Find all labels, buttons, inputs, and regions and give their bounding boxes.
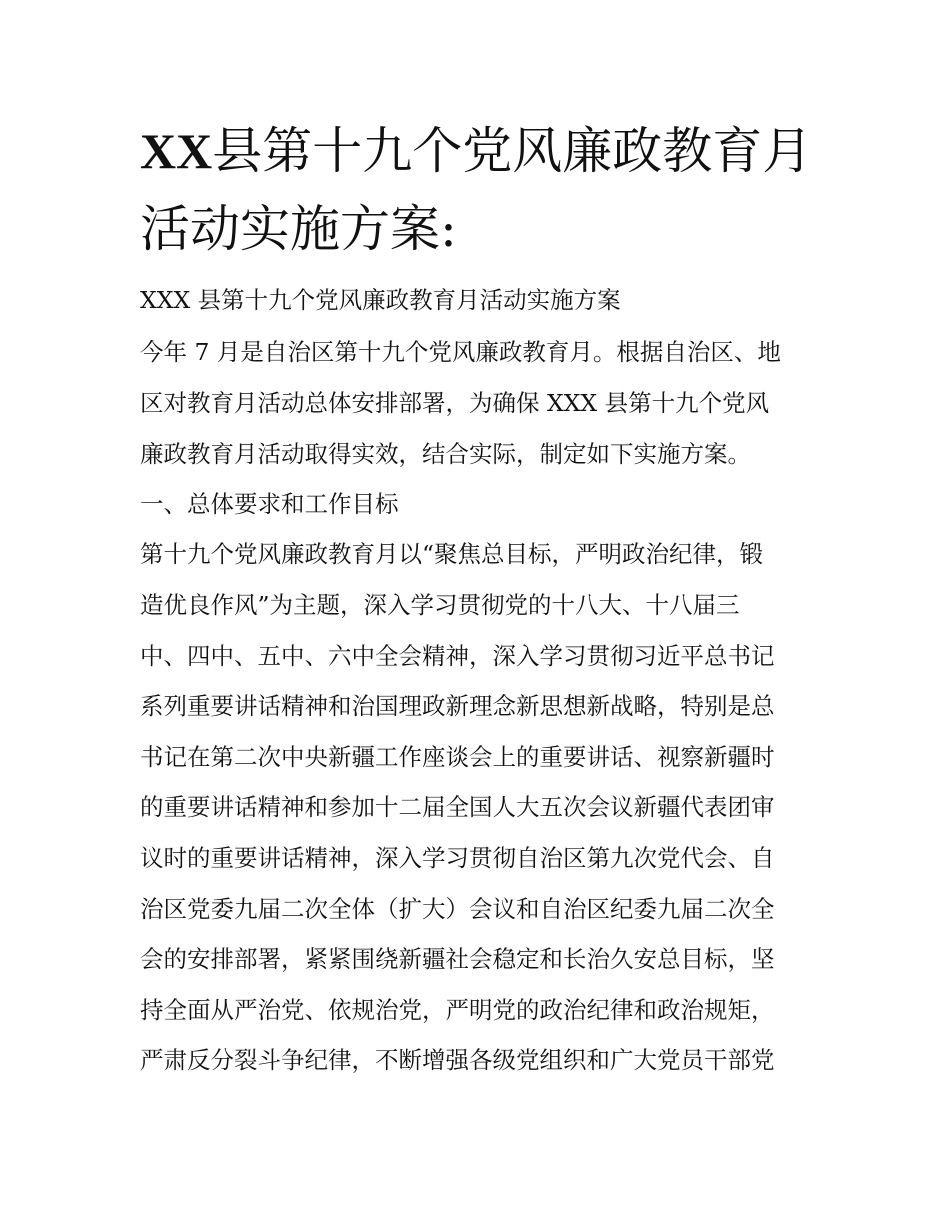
body-line: 持全面从严治党、依规治党，严明党的政治纪律和政治规矩， bbox=[140, 996, 775, 1024]
body-line: 书记在第二次中央新疆工作座谈会上的重要讲话、视察新疆时 bbox=[140, 743, 775, 771]
body-line: 廉政教育月活动取得实效，结合实际，制定如下实施方案。 bbox=[140, 440, 751, 468]
body-line: 造优良作风”为主题，深入学习贯彻党的十八大、十八届三 bbox=[140, 591, 740, 619]
title-main: 县第十九个党风廉政教育月 bbox=[212, 122, 813, 180]
body-line: 中、四中、五中、六中全会精神，深入学习贯彻习近平总书记 bbox=[140, 642, 775, 670]
body-line: 区对教育月活动总体安排部署，为确保 XXX 县第十九个党风 bbox=[140, 389, 770, 417]
section-heading: 一、总体要求和工作目标 bbox=[140, 490, 399, 518]
body-line: 治区党委九届二次全体（扩大）会议和自治区纪委九届二次全 bbox=[140, 895, 775, 923]
body-line: 今年 7 月是自治区第十九个党风廉政教育月。根据自治区、地 bbox=[140, 338, 781, 366]
body-line: 的重要讲话精神和参加十二届全国人大五次会议新疆代表团审 bbox=[140, 793, 775, 821]
body-line: 系列重要讲话精神和治国理政新理念新思想新战略，特别是总 bbox=[140, 692, 775, 720]
body-line: 严肃反分裂斗争纪律，不断增强各级党组织和广大党员干部党 bbox=[140, 1046, 775, 1074]
document-title-line-1 bbox=[140, 112, 820, 190]
body-line: 会的安排部署，紧紧围绕新疆社会稳定和长治久安总目标，坚 bbox=[140, 945, 775, 973]
body-line: 议时的重要讲话精神，深入学习贯彻自治区第九次党代会、自 bbox=[140, 844, 775, 872]
body-line: 第十九个党风廉政教育月以“聚焦总目标，严明政治纪律，锻 bbox=[140, 540, 764, 568]
document-title-line-2: 活动实施方案: bbox=[140, 200, 457, 258]
title-prefix: XX bbox=[140, 123, 213, 179]
subtitle-line: XXX 县第十九个党风廉政教育月活动实施方案 bbox=[140, 286, 621, 314]
